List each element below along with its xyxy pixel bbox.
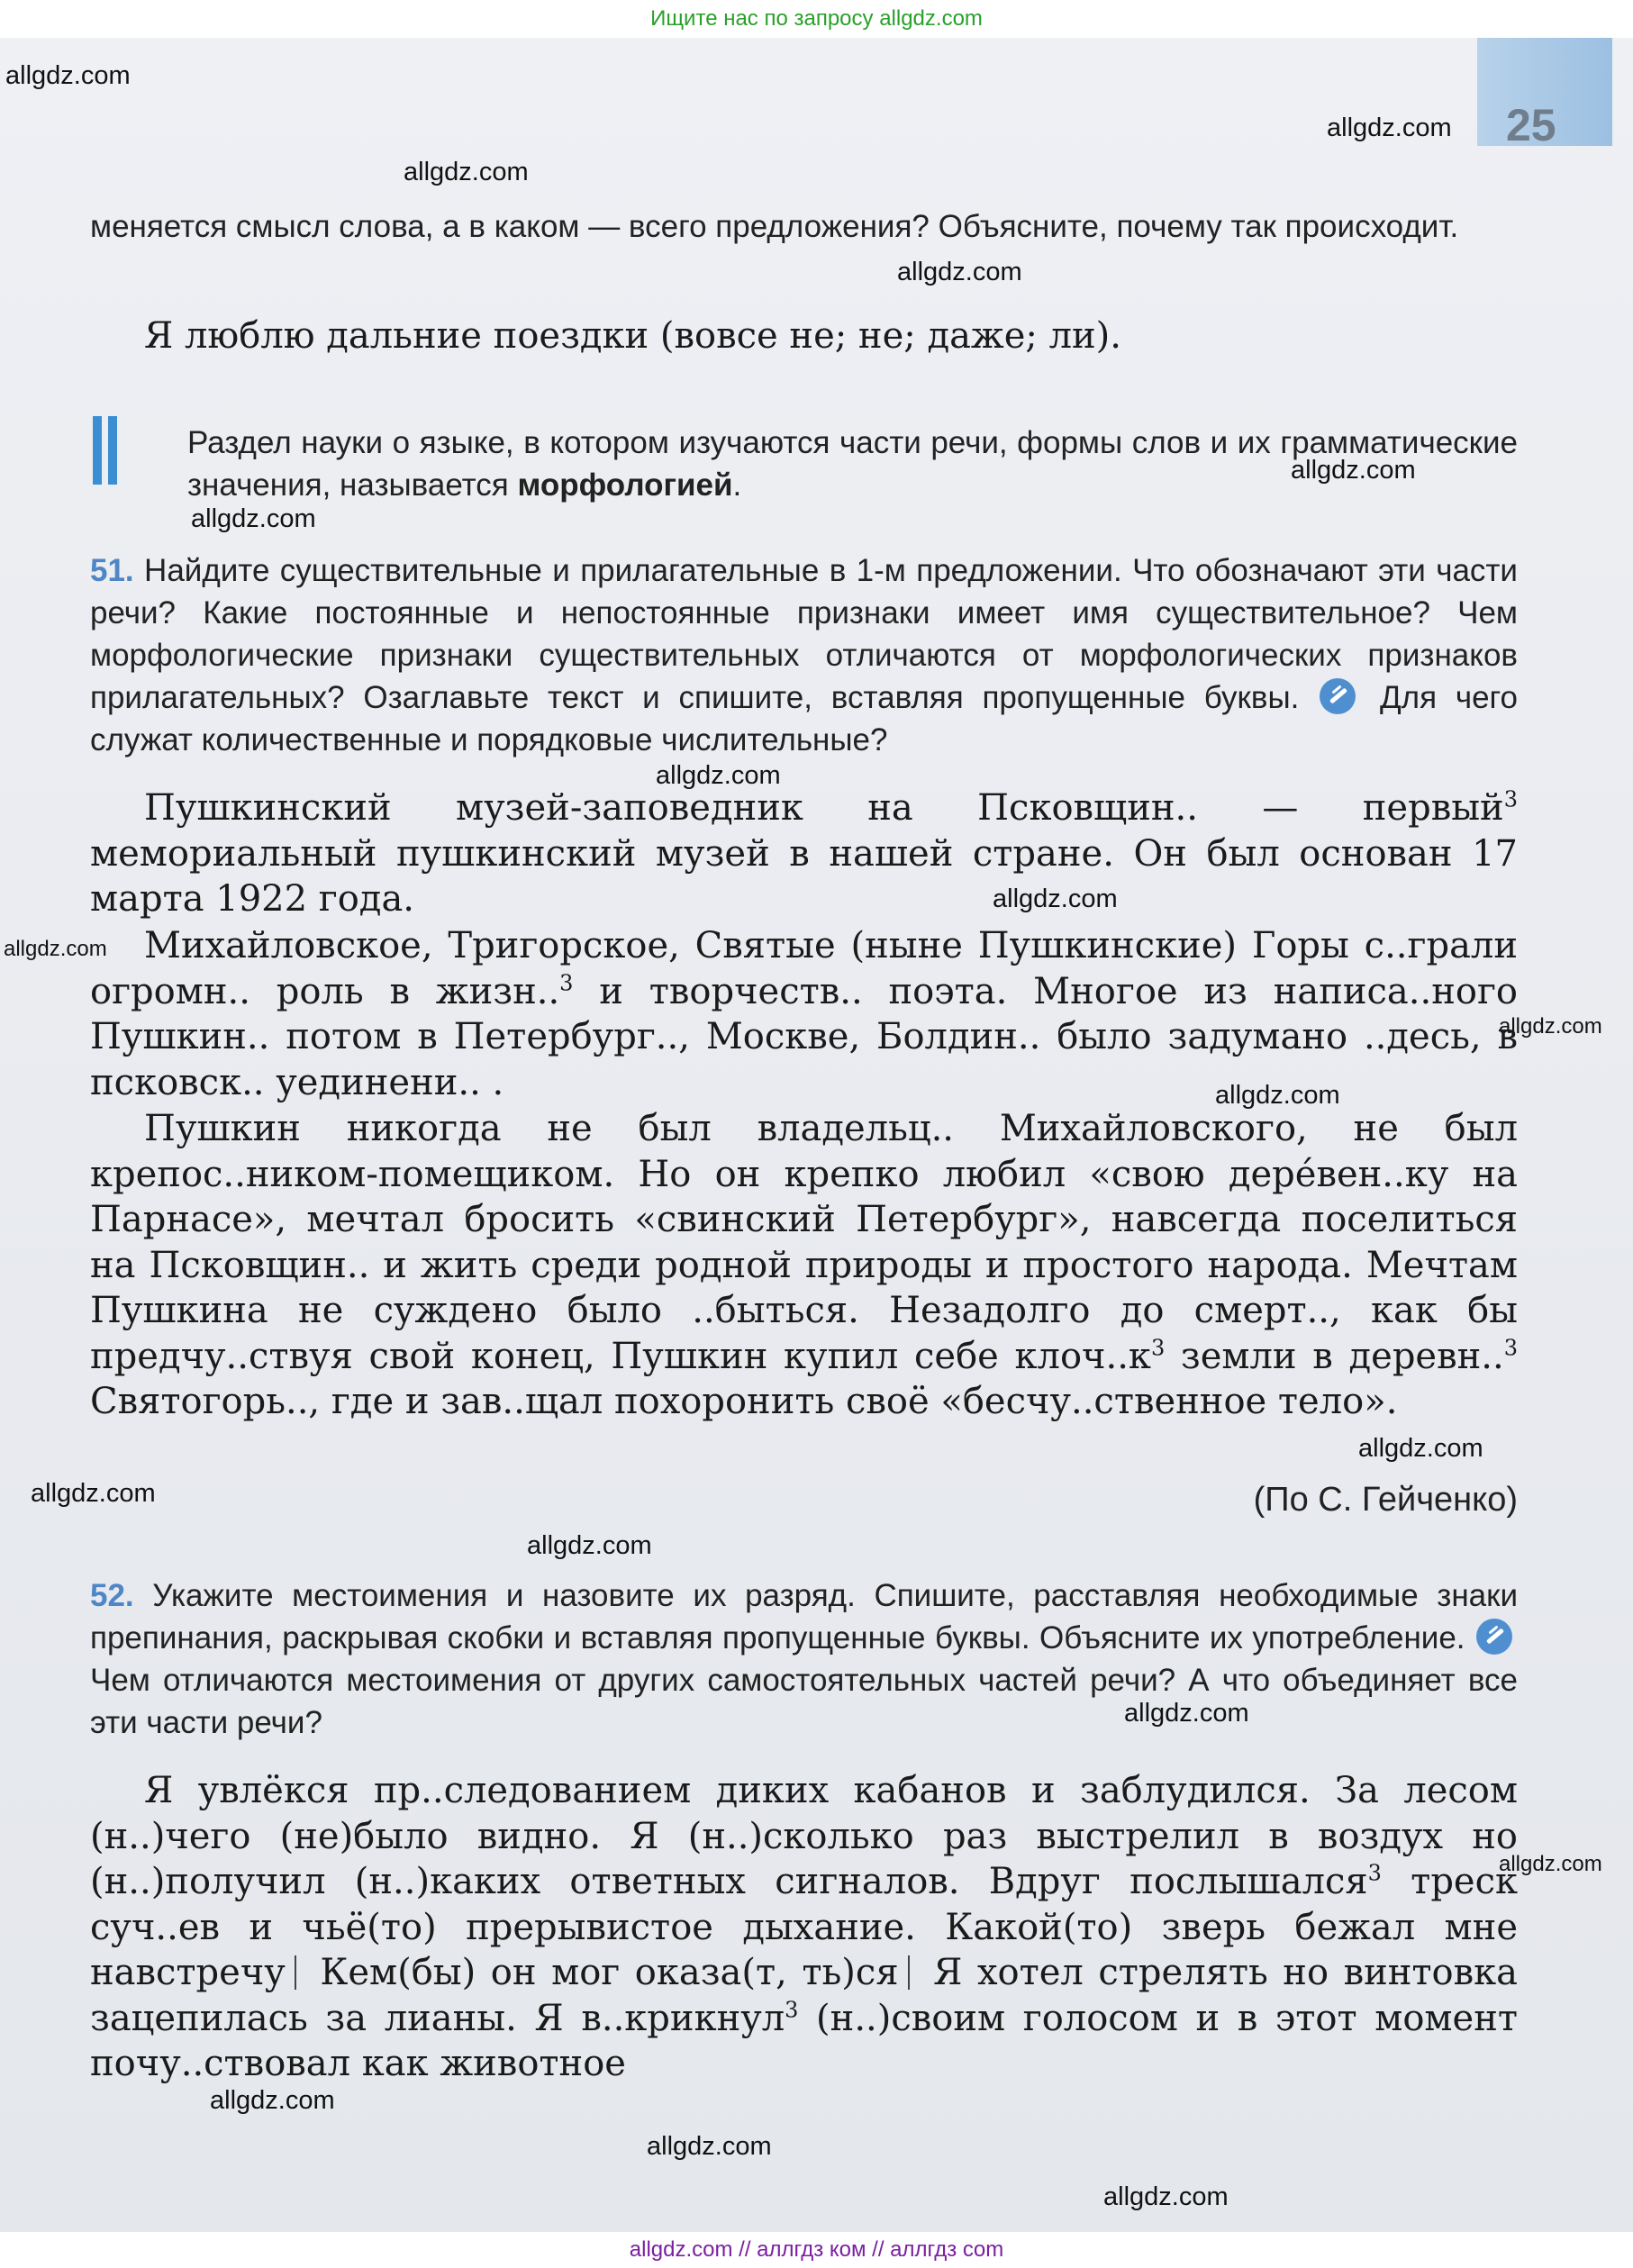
watermark: allgdz.com: [1358, 1434, 1483, 1463]
watermark: allgdz.com: [31, 1479, 156, 1508]
exercise-question: Для чего служат количественные и порядковые числительные?: [90, 680, 1518, 758]
exercise-number: 51.: [90, 553, 134, 588]
superscript: 3: [1367, 1860, 1382, 1886]
watermark: allgdz.com: [527, 1531, 652, 1560]
watermark: allgdz.com: [897, 258, 1022, 286]
rule-end: .: [732, 467, 742, 503]
exercise-52-text: [90, 1768, 1518, 2087]
rule-marker: [93, 416, 120, 485]
exercise-51-paragraph-3: [90, 1106, 1518, 1425]
watermark: allgdz.com: [1215, 1081, 1340, 1110]
watermark: allgdz.com: [210, 2086, 335, 2115]
text-segment: Михайловское, Тригорское, Святые (ныне Пушкинские) Горы с..грали огромн.. роль в жизн..: [90, 925, 1518, 1012]
watermark: allgdz.com: [647, 2132, 772, 2161]
exercise-number: 52.: [90, 1578, 134, 1613]
text-segment: Пушкинский музей-заповедник на Псковщин.. — первый: [144, 787, 1504, 829]
text-segment: Кем(бы) он мог оказа(т, ть)ся: [304, 1952, 899, 1993]
watermark: allgdz.com: [1499, 1852, 1602, 1876]
exercise-51-paragraph-2: [90, 923, 1518, 1105]
watermark: allgdz.com: [1124, 1699, 1249, 1728]
rule-text: Раздел науки о языке, в котором изучаются части речи, формы слов и их грамматические значения, называется: [187, 425, 1518, 503]
intro-example: Я люблю дальние поездки (вовсе не; не; даже; ли).: [144, 315, 1121, 357]
watermark: allgdz.com: [1499, 1014, 1602, 1039]
text-segment: мемориальный пушкинский музей в нашей стране. Он был основан 17 марта 1922 года.: [90, 832, 1518, 920]
superscript: 3: [1503, 1335, 1518, 1361]
text-segment: и творчеств.. поэта. Многое из написа..ного Пушкин.. потом в Петербург.., Москве, Болдин.. было задумано ..десь, в псковск.. уединени.. .: [90, 970, 1518, 1103]
superscript: 3: [559, 970, 574, 996]
divider-bar: [908, 1955, 910, 1990]
watermark: allgdz.com: [1291, 456, 1416, 485]
text-segment: (н..)своим голосом и в этот момент почу..ствовал как животное: [90, 1997, 1519, 2084]
text-segment: треск суч..ев и чьё(то) прерывистое дыхание. Какой(то) зверь бежал мне навстречу: [90, 1861, 1518, 1993]
superscript: 3: [785, 1997, 799, 2023]
watermark: allgdz.com: [1103, 2182, 1229, 2211]
exercise-task-text: Укажите местоимения и назовите их разряд. Спишите, расставляя необходимые знаки препинания, раскрывая скобки и вставляя пропущенные буквы. Объясните их употребление.: [90, 1578, 1518, 1656]
watermark: allgdz.com: [1327, 113, 1452, 142]
exercise-question: Чем отличаются местоимения от других самостоятельных частей речи? А что объединяет все эти части речи?: [90, 1663, 1518, 1740]
pencil-circle-icon: [1320, 678, 1356, 714]
source-attribution: (По С. Гейченко): [1253, 1481, 1518, 1519]
divider-bar: [295, 1955, 296, 1990]
rule-term: морфологией: [517, 467, 733, 503]
text-segment: Пушкин никогда не был владельц.. Михайловского, не был крепос..ником-помещиком. Но он крепко любил «свою дерéвен..ку на Парнасе», мечтал бросить «свинский Петербург», навсегда поселиться на Псковщин.. и жить среди родной природы и простого народа. Мечтам Пушкина не суждено было ..быться. Незадолго до смерт.., как бы предчу..ствуя свой конец, Пушкин купил себе клоч..к: [90, 1108, 1518, 1377]
superscript: 3: [1150, 1335, 1166, 1361]
rule-block: [187, 422, 1518, 506]
watermark: allgdz.com: [191, 504, 316, 533]
exercise-51-paragraph-1: [90, 785, 1518, 922]
text-segment: земли в деревн..: [1165, 1335, 1504, 1377]
text-segment: Я увлёкся пр..следованием диких кабанов и заблудился. За лесом (н..)чего (не)было видно. Я (н..)сколько раз выстрелил в воздух но (н..)получил (н..)каких ответных сигналов. Вдруг послышался: [90, 1770, 1518, 1902]
watermark: allgdz.com: [4, 937, 107, 961]
bottom-banner[interactable]: allgdz.com // аллгдз ком // аллгдз com: [0, 2232, 1633, 2268]
exercise-51-task: [90, 549, 1518, 761]
text-segment: Я хотел стрелять но винтовка зацепилась за лианы. Я в..крикнул: [90, 1952, 1519, 2039]
top-banner[interactable]: Ищите нас по запросу allgdz.com: [0, 0, 1633, 38]
watermark: allgdz.com: [993, 885, 1118, 913]
intro-text: меняется смысл слова, а в каком — всего предложения? Объясните, почему так происходит.: [90, 209, 1459, 244]
watermark: allgdz.com: [5, 61, 131, 90]
page-number: 25: [1506, 100, 1556, 150]
text-segment: Святогорь.., где и зав..щал похоронить своё «бесчу..ственное тело».: [90, 1381, 1398, 1422]
pencil-circle-icon: [1476, 1619, 1512, 1655]
exercise-52-task: [90, 1574, 1518, 1744]
watermark: allgdz.com: [404, 158, 529, 186]
exercise-task-text: Найдите существительные и прилагательные в 1-м предложении. Что обозначают эти части речи? Какие постоянные и непостоянные признаки имеет имя существительное? Чем морфологические признаки существительных отличаются от морфологических признаков прилагательных? Озаглавьте текст и спишите, вставляя пропущенные буквы.: [90, 553, 1518, 715]
superscript: 3: [1503, 786, 1518, 812]
watermark: allgdz.com: [656, 761, 781, 790]
